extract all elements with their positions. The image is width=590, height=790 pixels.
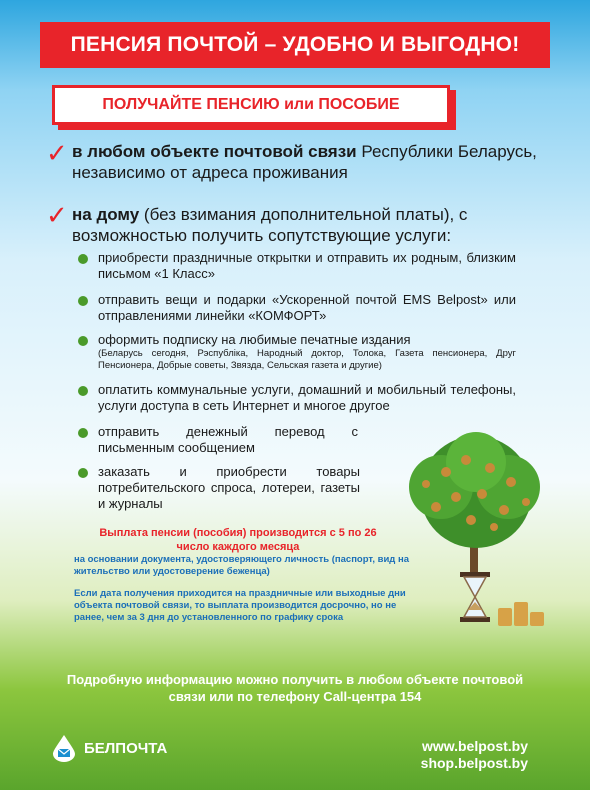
document-note: на основании документа, удостоверяющего личность (паспорт, вид на жительство или удостоверение беженца) [74, 554, 410, 577]
sub-banner [52, 85, 450, 125]
info-text: Подробную информацию можно получить в любом объекте почтовой связи или по телефону Call-центра 154 [66, 672, 524, 704]
website-link[interactable]: www.belpost.by [421, 738, 528, 754]
main-item-office [72, 141, 542, 183]
logo-icon [50, 733, 78, 763]
service-item [98, 332, 516, 372]
money-tree-illustration [386, 432, 566, 632]
service-item: отправить денежный перевод с письменным сообщением [98, 424, 358, 455]
main-item-bold: на дому [72, 205, 140, 224]
main-item-text: Республики Беларусь, независимо от адреса проживания [72, 142, 537, 182]
main-item-home [72, 204, 542, 246]
checkmark-icon: ✓ [46, 200, 68, 230]
bullet-icon [78, 296, 88, 306]
belpochta-logo [50, 733, 167, 763]
shop-link[interactable]: shop.belpost.by [420, 755, 528, 771]
main-item-text: (без взимания дополнительной платы), с возможностью получить сопутствующие услуги: [72, 205, 468, 245]
bullet-icon [78, 428, 88, 438]
service-item: приобрести праздничные открытки и отправить их родным, близким письмом «1 Класс» [98, 250, 516, 281]
banner-title: ПЕНСИЯ ПОЧТОЙ – УДОБНО И ВЫГОДНО! [70, 33, 520, 56]
bullet-icon [78, 386, 88, 396]
service-item: заказать и приобрести товары потребительского спроса, лотереи, газеты и журналы [98, 464, 360, 511]
checkmark-icon: ✓ [46, 138, 68, 168]
bullet-icon [78, 336, 88, 346]
holiday-note: Если дата получения приходится на праздничные или выходные дни объекта почтовой связи, то выплата производится досрочно, но не ранее, чем за 3 дня до установленного по графику срока [74, 588, 406, 623]
bullet-icon [78, 254, 88, 264]
service-item: отправить вещи и подарки «Ускоренной почтой EMS Belpost» или отправлениями линейки «КОМФОРТ» [98, 292, 516, 323]
service-item: оплатить коммунальные услуги, домашний и мобильный телефоны, услуги доступа в сеть Интернет и многое другое [98, 382, 516, 413]
service-text: оформить подписку на любимые печатные издания [98, 332, 411, 347]
website-links [421, 738, 528, 772]
logo-text: БЕЛПОЧТА [84, 739, 168, 757]
service-note: (Беларусь сегодня, Рэспубліка, Народный доктор, Толока, Газета пенсионера, Друг Пенсионера, Добрые советы, Звязда, Сельская газета и другие) [98, 348, 516, 371]
sub-banner-title: ПОЛУЧАЙТЕ ПЕНСИЮ или ПОСОБИЕ [102, 96, 400, 113]
main-item-bold: в любом объекте почтовой связи [72, 142, 357, 161]
bullet-icon [78, 468, 88, 478]
payment-note: Выплата пенсии (пособия) производится с 5 по 26 число каждого месяца [99, 527, 377, 553]
top-banner [40, 22, 550, 68]
